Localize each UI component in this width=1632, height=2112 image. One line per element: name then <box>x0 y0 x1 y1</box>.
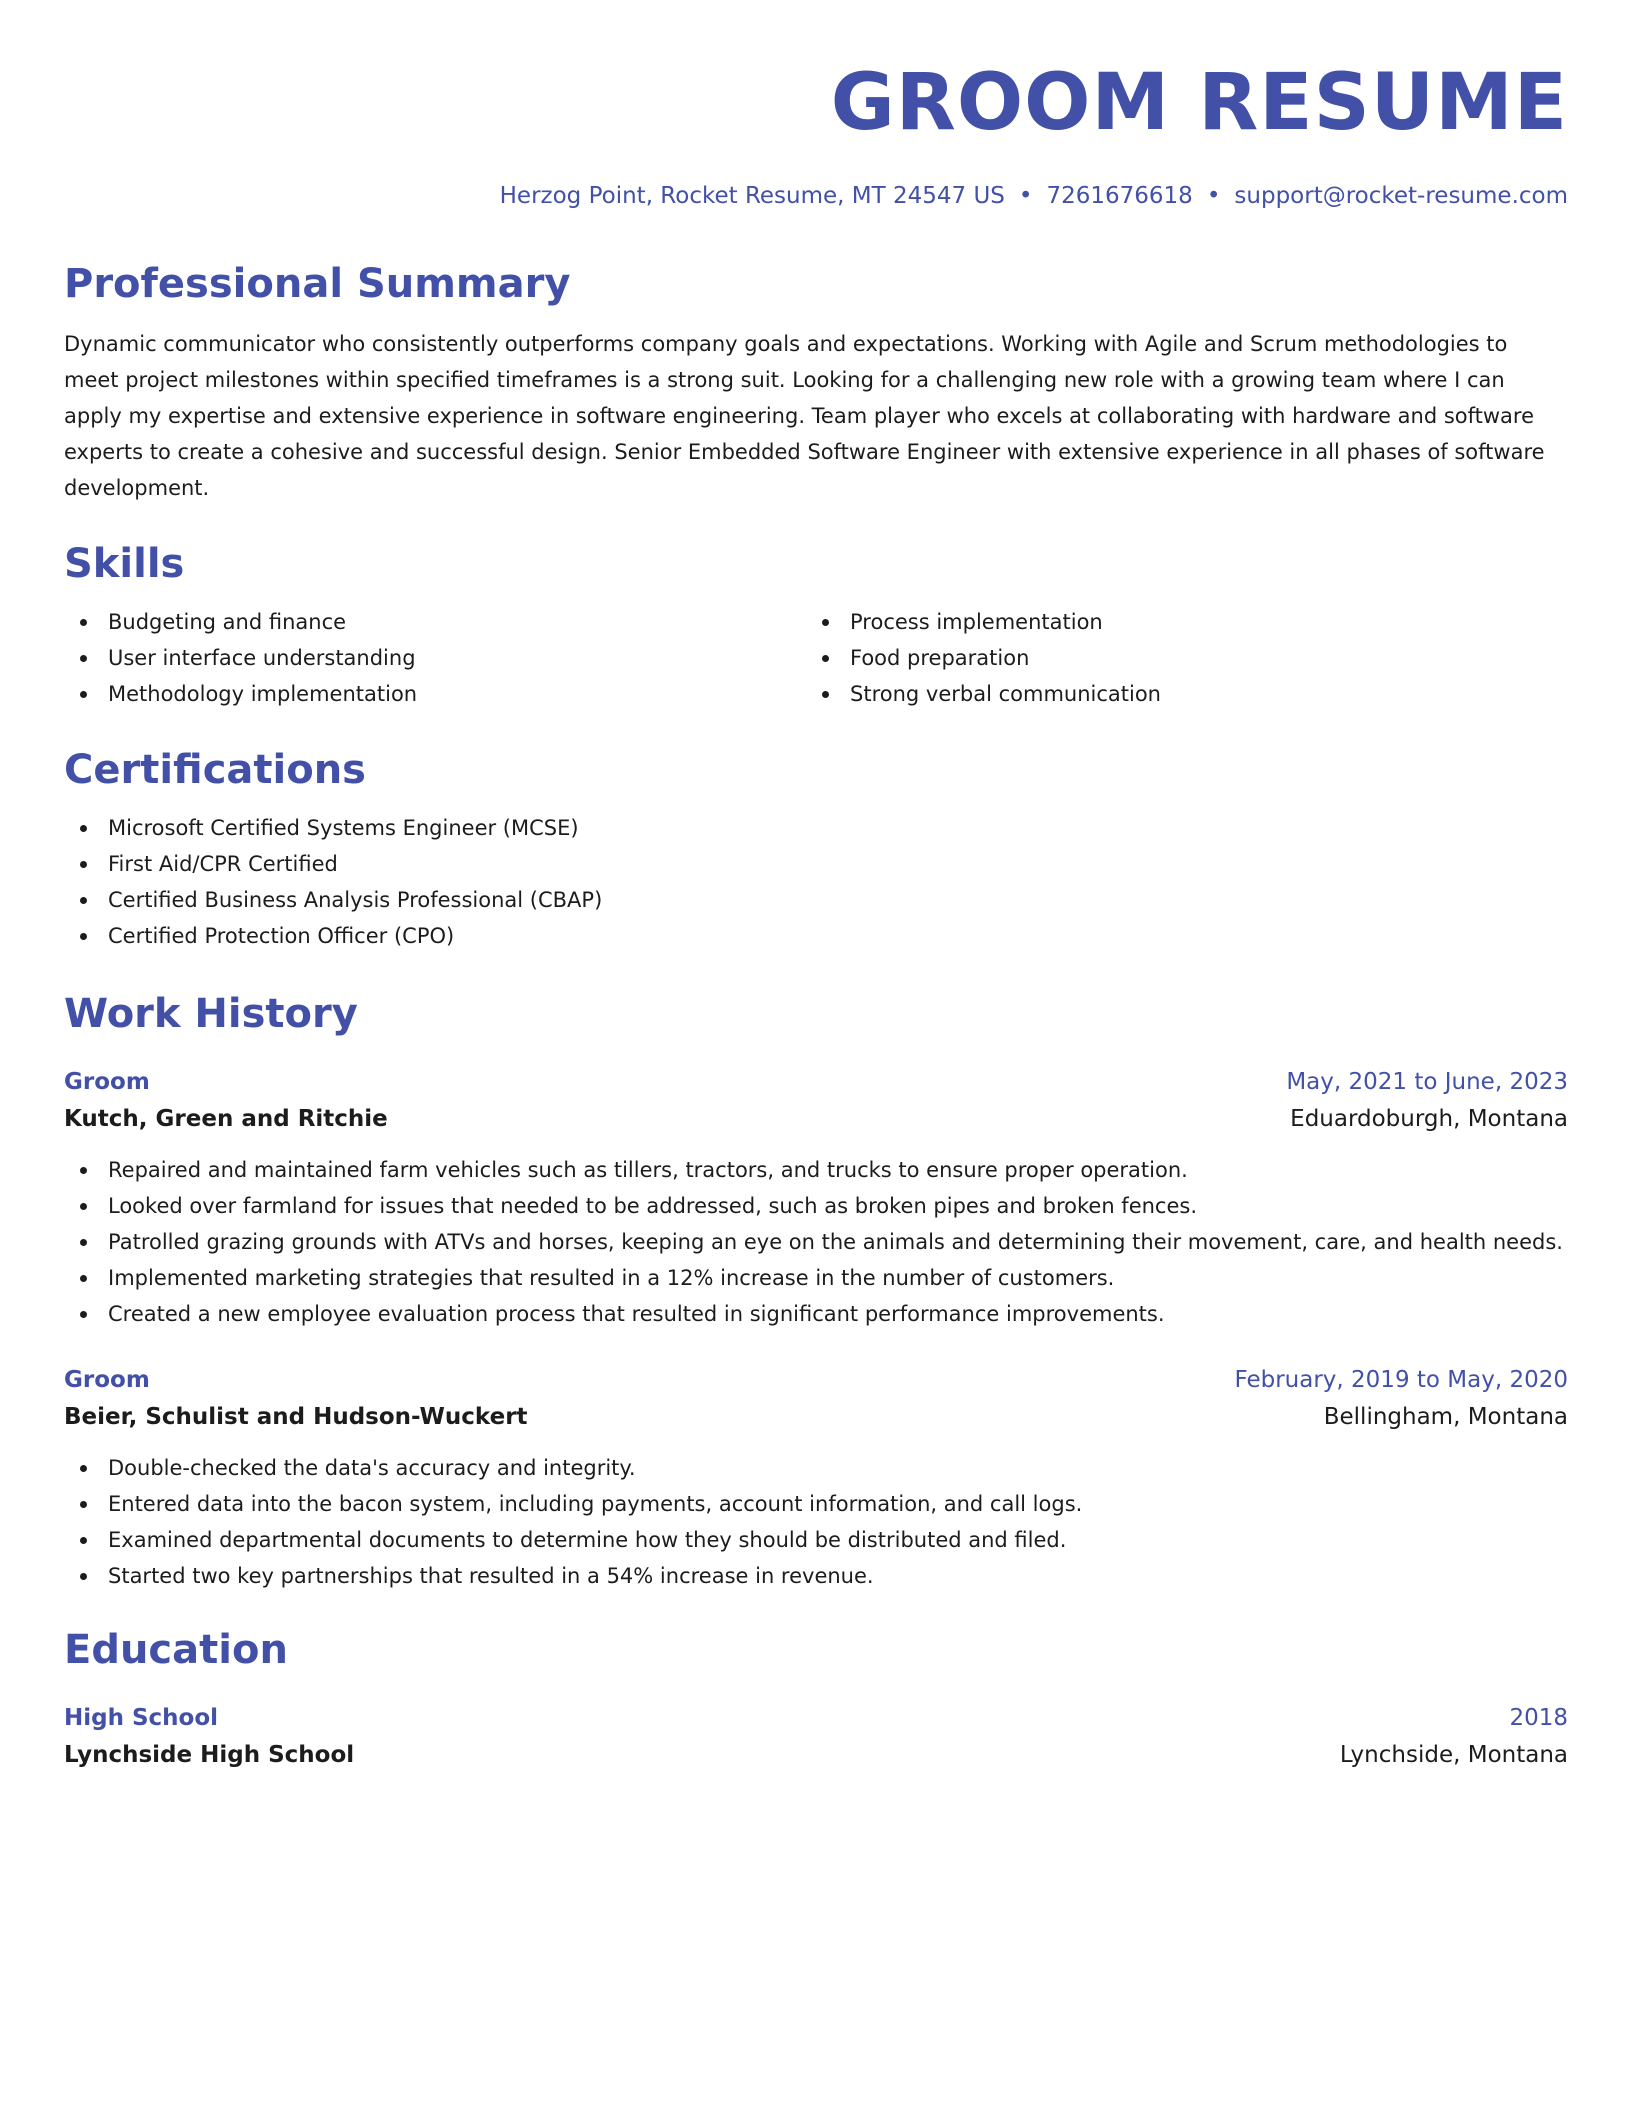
job-title: Groom <box>64 1367 150 1393</box>
skills-column-right <box>806 604 1548 712</box>
education-entry <box>64 1700 1568 1774</box>
skill-item: Methodology implementation <box>64 676 806 712</box>
resume-page <box>64 48 1568 1774</box>
address-text: Herzog Point, Rocket Resume, MT 24547 US <box>499 183 1005 209</box>
duty-item: Entered data into the bacon system, including payments, account information, and call logs. <box>64 1486 1568 1522</box>
skills-column-left <box>64 604 806 712</box>
school-name: Lynchside High School <box>64 1742 355 1768</box>
work-history-section <box>64 986 1568 1594</box>
skill-item: Budgeting and finance <box>64 604 806 640</box>
bullet-icon <box>80 1239 87 1246</box>
duty-item: Started two key partnerships that resulted in a 54% increase in revenue. <box>64 1558 1568 1594</box>
bullet-icon <box>80 1203 87 1210</box>
job-location: Bellingham, Montana <box>1323 1404 1568 1430</box>
school-location: Lynchside, Montana <box>1339 1742 1568 1768</box>
bullet-icon <box>80 655 87 662</box>
skills-section <box>64 536 1568 712</box>
bullet-icon <box>80 1465 87 1472</box>
bullet-icon <box>80 861 87 868</box>
degree-title: High School <box>64 1705 219 1731</box>
duty-item: Looked over farmland for issues that needed to be addressed, such as broken pipes and broken fences. <box>64 1188 1568 1224</box>
summary-text: Dynamic communicator who consistently outperforms company goals and expectations. Working with Agile and Scrum methodologies to meet project milestones within specified timeframes is a strong suit. Looking for a challenging new role with a growing team where I can apply my expertise and extensive experience in software engineering. Team player who excels at collaborating with hardware and software experts to create a cohesive and successful design. Senior Embedded Software Engineer with extensive experience in all phases of software development. <box>64 332 1545 500</box>
work-history-heading: Work History <box>64 991 358 1037</box>
bullet-icon <box>80 1275 87 1282</box>
skill-item: Food preparation <box>806 640 1548 676</box>
skill-item: Strong verbal communication <box>806 676 1548 712</box>
bullet-icon <box>80 897 87 904</box>
separator-dot: • <box>1206 183 1221 209</box>
bullet-icon <box>80 1167 87 1174</box>
job-title: Groom <box>64 1069 150 1095</box>
duty-item: Repaired and maintained farm vehicles such as tillers, tractors, and trucks to ensure proper operation. <box>64 1152 1568 1188</box>
job-duties <box>64 1152 1568 1332</box>
skill-item: Process implementation <box>806 604 1548 640</box>
bullet-icon <box>80 1501 87 1508</box>
job-entry <box>64 1362 1568 1594</box>
certifications-heading: Certifications <box>64 747 366 793</box>
separator-dot: • <box>1018 183 1033 209</box>
job-entry <box>64 1064 1568 1332</box>
duty-item: Examined departmental documents to determine how they should be distributed and filed. <box>64 1522 1568 1558</box>
bullet-icon <box>822 655 829 662</box>
certifications-list <box>64 810 1568 954</box>
duty-item: Double-checked the data's accuracy and integrity. <box>64 1450 1568 1486</box>
job-dates: May, 2021 to June, 2023 <box>1286 1069 1568 1095</box>
contact-line <box>64 178 1568 214</box>
graduation-year: 2018 <box>1509 1705 1568 1731</box>
job-dates: February, 2019 to May, 2020 <box>1234 1367 1568 1393</box>
resume-title: GROOM RESUME <box>830 58 1568 148</box>
certification-item: Certified Business Analysis Professional (CBAP) <box>64 882 1568 918</box>
certification-item: Certified Protection Officer (CPO) <box>64 918 1568 954</box>
bullet-icon <box>80 1537 87 1544</box>
skills-heading: Skills <box>64 541 185 587</box>
company-name: Beier, Schulist and Hudson-Wuckert <box>64 1404 528 1430</box>
job-location: Eduardoburgh, Montana <box>1290 1106 1568 1132</box>
bullet-icon <box>80 1573 87 1580</box>
bullet-icon <box>822 619 829 626</box>
certification-item: Microsoft Certified Systems Engineer (MCSE) <box>64 810 1568 846</box>
email-text: support@rocket-resume.com <box>1234 183 1568 209</box>
certification-item: First Aid/CPR Certified <box>64 846 1568 882</box>
bullet-icon <box>80 1311 87 1318</box>
job-duties <box>64 1450 1568 1594</box>
summary-heading: Professional Summary <box>64 261 571 307</box>
bullet-icon <box>822 691 829 698</box>
skill-item: User interface understanding <box>64 640 806 676</box>
duty-item: Created a new employee evaluation process that resulted in significant performance improvements. <box>64 1296 1568 1332</box>
company-name: Kutch, Green and Ritchie <box>64 1106 388 1132</box>
certifications-section <box>64 742 1568 954</box>
bullet-icon <box>80 619 87 626</box>
duty-item: Patrolled grazing grounds with ATVs and horses, keeping an eye on the animals and determining their movement, care, and health needs. <box>64 1224 1568 1260</box>
education-section <box>64 1622 1568 1774</box>
phone-text: 7261676618 <box>1046 183 1193 209</box>
skills-list <box>64 604 1568 712</box>
bullet-icon <box>80 825 87 832</box>
education-heading: Education <box>64 1627 288 1673</box>
bullet-icon <box>80 691 87 698</box>
duty-item: Implemented marketing strategies that resulted in a 12% increase in the number of customers. <box>64 1260 1568 1296</box>
bullet-icon <box>80 933 87 940</box>
summary-section <box>64 256 1568 506</box>
